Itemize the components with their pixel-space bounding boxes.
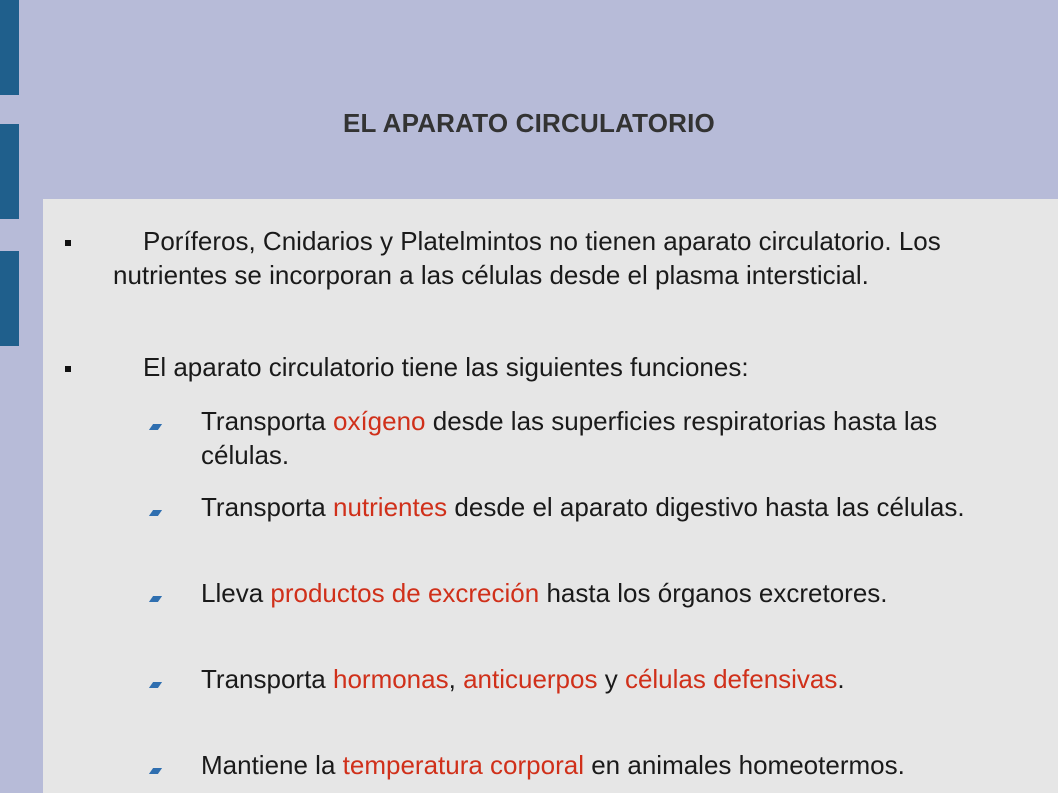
text-segment: Transporta xyxy=(201,406,333,436)
slide-title: EL APARATO CIRCULATORIO xyxy=(343,108,715,138)
highlighted-term: productos de excreción xyxy=(270,578,540,608)
text-segment: desde las superficies respiratorias hasta las células. xyxy=(201,406,938,470)
bullet-text: El aparato circulatorio tiene las siguientes funciones: xyxy=(143,352,749,382)
highlighted-term: oxígeno xyxy=(332,406,426,436)
sub-bullet-text xyxy=(201,748,991,782)
sub-bullet-text xyxy=(201,404,991,472)
text-segment: y xyxy=(597,664,625,694)
highlighted-term: anticuerpos xyxy=(463,664,598,694)
sub-bullet-marker xyxy=(149,596,162,602)
sub-bullet-marker xyxy=(149,682,162,688)
sub-bullet-marker xyxy=(149,424,162,430)
text-segment: Lleva xyxy=(201,578,271,608)
text-segment: . xyxy=(837,664,845,694)
sub-bullet-text xyxy=(201,490,991,524)
text-segment: desde el aparato digestivo hasta las células. xyxy=(447,492,965,522)
text-segment: Transporta xyxy=(201,492,333,522)
highlighted-term: hormonas xyxy=(332,664,449,694)
highlighted-term: temperatura corporal xyxy=(342,750,584,780)
sub-bullet-marker xyxy=(149,768,162,774)
bullet-paragraph xyxy=(113,224,983,292)
text-segment: Mantiene la xyxy=(201,750,343,780)
text-segment: hasta los órganos excretores. xyxy=(539,578,888,608)
text-segment: en animales homeotermos. xyxy=(584,750,905,780)
side-accent-bar-top xyxy=(0,0,19,95)
bullet-text: Poríferos, Cnidarios y Platelmintos no tienen aparato circulatorio. Los nutrientes se incorporan a las células desde el plasma intersticial. xyxy=(113,226,941,290)
highlighted-term: células defensivas xyxy=(624,664,838,694)
text-segment: Transporta xyxy=(201,664,333,694)
side-accent-bar-bottom xyxy=(0,251,19,346)
sub-bullet-text xyxy=(201,662,991,696)
bullet-marker xyxy=(65,240,71,246)
sub-bullet-marker xyxy=(149,510,162,516)
sub-bullet-text xyxy=(201,576,991,610)
bullet-paragraph xyxy=(113,350,983,384)
bullet-marker xyxy=(65,366,71,372)
slide-content xyxy=(43,199,1058,793)
highlighted-term: nutrientes xyxy=(332,492,448,522)
text-segment: , xyxy=(448,664,464,694)
